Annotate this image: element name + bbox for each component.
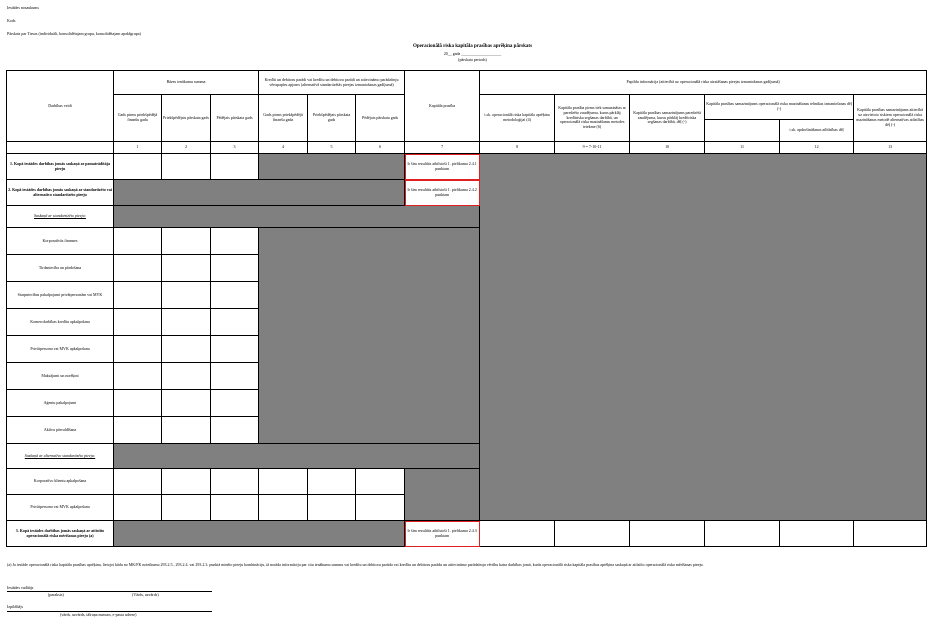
row-label-advanced: 3. Kopā iestādes darbības jomās saskaņā ar attīstīto operacionālā riska mērīšanas pieeju (a) [7, 521, 114, 547]
col-num: 3 [211, 142, 259, 154]
row-label-basic: 1. Kopā iestādes darbības jomās saskaņā ar pamatrādītāja pieeju [7, 154, 114, 180]
business-line-label: Starpniecības pakalpojumi privātpersonām vai MVK [7, 282, 114, 309]
col-capital-header: Kapitāla prasība [405, 71, 480, 142]
institution-name-label: Iestādes nosaukums [7, 5, 39, 10]
input-cell[interactable] [211, 255, 259, 282]
input-cell[interactable] [162, 309, 211, 336]
name-caption: (Vārds, uzvārds) [132, 592, 159, 597]
report-scope-label: Pārskats par Tiesas (individuāli, konsolidētajam grupu, konsolidētajam apakšgrupa) [7, 31, 141, 36]
col-memo-12-header: t.sk. apdrošināšanas atlīdzības dēļ [780, 120, 854, 142]
group-memo-header: Papildu informācija (attiecībā uz operacionālā riska aizstāšanas pieejas izmantošanas gadījumā) [480, 71, 927, 95]
col-num: 13 [854, 142, 927, 154]
col-memo-11-sub-blank [705, 120, 780, 142]
disabled-cell [114, 206, 480, 228]
col-num: 2 [162, 142, 211, 154]
input-cell[interactable] [162, 255, 211, 282]
disabled-cell [259, 228, 480, 444]
col-activity-header: Darbības veidi [7, 71, 114, 142]
col-num: 5 [308, 142, 356, 154]
business-line-label: Maksājumi un norēķini [7, 363, 114, 390]
input-cell[interactable] [854, 521, 927, 547]
input-cell[interactable] [162, 363, 211, 390]
col-num: 9 = 7-10-11 [555, 142, 630, 154]
input-cell[interactable] [211, 495, 259, 521]
input-cell[interactable] [162, 228, 211, 255]
input-cell[interactable] [259, 495, 308, 521]
input-cell[interactable] [114, 495, 162, 521]
capital-cell-standardised[interactable]: Ir šim rezultāts atbilstoši 1. pielikuma 2.4.2 punktam [405, 180, 480, 206]
business-line-label: Privātpersonu vai MVK apkalpošana [7, 336, 114, 363]
business-line-label: Privātpersonu vai MVK apkalpošana [7, 495, 114, 521]
table-row [7, 154, 927, 180]
col-num: 11 [705, 142, 780, 154]
input-cell[interactable] [114, 336, 162, 363]
col-loans-year2-header: Priekšpēdējais pārskata gads [308, 95, 356, 142]
input-cell[interactable] [162, 282, 211, 309]
institution-code-label: Kods [7, 18, 16, 23]
table-row [7, 521, 927, 547]
input-cell[interactable] [211, 417, 259, 444]
capital-cell-advanced[interactable]: Ir šim rezultāts atbilstoši 1. pielikuma 2.4.3 punktam [405, 521, 480, 547]
col-num: 12 [780, 142, 854, 154]
col-memo-13-header: Kapitāla prasības samazinājums attiecībā uz aizvietoto riskiem operacionālā riska mazināšanas metodē alternatīvas attīstības dēļ (-) [854, 95, 927, 142]
input-cell[interactable] [480, 521, 555, 547]
group-loans-header: Kredīti un debitoru parādi vai kredītu un debitoru parādi un attiecināmo parādzīmju vērtspapīru apjoms (alternatīvā standartizētās pieejas izmantošanas gadījumā) [259, 71, 405, 95]
col-num: 8 [480, 142, 555, 154]
input-cell[interactable] [211, 390, 259, 417]
input-cell[interactable] [114, 363, 162, 390]
input-cell[interactable] [162, 495, 211, 521]
col-year1-header: Pēdējais pārskata gads [211, 95, 259, 142]
subheader-alternative: Saskaņā ar alternatīvo standartizēto pieeju: [7, 444, 114, 469]
col-num: 10 [630, 142, 705, 154]
input-cell[interactable] [211, 469, 259, 495]
business-line-label: Komercdarbības kredītu apkalpošana [7, 309, 114, 336]
col-loans-year3-header: Gads pirms priekšpēdējā finanšu gada [259, 95, 308, 142]
footnote: (a) Ja iestāde operacionālā riska kapitāla prasības aprēķina, lietojot kādu no MK/FK noteikumu 293.2.5., 293.2.4. vai 293.2.3. punktā minēto pieeju kombināciju, tā norāda informāciju par citu ienākumu summu vai kredītu un debitoru parādu vai kredītu un debitoru parādu un attiecināmo parādzīmju vērtību katra darbības jomā, kurās operacionālā riska kapitāla prasības aprēķina saskaņā ar attīstīto operacionālā riska mērīšanas pieeju. [7, 562, 704, 567]
input-cell[interactable] [114, 255, 162, 282]
signature-line [7, 591, 212, 592]
col-num: 7 [405, 142, 480, 154]
input-cell[interactable] [114, 228, 162, 255]
opr-risk-table [6, 70, 927, 547]
column-numbers-row [7, 142, 927, 154]
col-year2-header: Priekšpēdējais pārskata gads [162, 95, 211, 142]
subheader-standardised: Saskaņā ar standartizēto pieeju: [7, 206, 114, 228]
col-num: 1 [114, 142, 162, 154]
report-period-caption: (pārskata periods) [458, 57, 487, 62]
input-cell[interactable] [162, 154, 211, 180]
input-cell[interactable] [114, 417, 162, 444]
input-cell[interactable] [114, 154, 162, 180]
input-cell[interactable] [211, 282, 259, 309]
input-cell[interactable] [780, 521, 854, 547]
input-cell[interactable] [356, 495, 405, 521]
input-cell[interactable] [114, 309, 162, 336]
head-signature-label: Iestādes vadītājs [7, 585, 34, 590]
report-date-line: 20__ gada ____________________ [443, 51, 502, 56]
group-income-header: Bāzes ienākumu summa [114, 71, 259, 95]
col-year3-header: Gads pirms priekšpēdējā finanšu gada [114, 95, 162, 142]
business-line-label: Aktīvu pārvaldīšana [7, 417, 114, 444]
disabled-cell [114, 180, 405, 206]
col-num: 6 [356, 142, 405, 154]
input-cell[interactable] [555, 521, 630, 547]
input-cell[interactable] [211, 228, 259, 255]
input-cell[interactable] [162, 417, 211, 444]
input-cell[interactable] [114, 282, 162, 309]
business-line-label: Korporatīvās finanses [7, 228, 114, 255]
col-num: 4 [259, 142, 308, 154]
business-line-label: Aģentu pakalpojumi [7, 390, 114, 417]
col-memo-11-header: Kapitāla prasības samazinājums operacionālā riska mazināšanas tehnikas izmantošanas dēļ (-) [705, 95, 854, 120]
input-cell[interactable] [162, 390, 211, 417]
input-cell[interactable] [259, 469, 308, 495]
input-cell[interactable] [308, 469, 356, 495]
input-cell[interactable] [211, 363, 259, 390]
business-line-label: Korporatīvo klientu apkalpošana [7, 469, 114, 495]
input-cell[interactable] [630, 521, 705, 547]
capital-cell-basic[interactable]: Ir šim rezultāts atbilstoši 1. pielikuma 2.4.1 punktam [405, 154, 480, 180]
input-cell[interactable] [211, 154, 259, 180]
input-cell[interactable] [162, 336, 211, 363]
disabled-cell [259, 154, 405, 180]
disabled-cell [114, 521, 405, 547]
disabled-cell [405, 469, 480, 521]
input-cell[interactable] [356, 469, 405, 495]
business-line-label: Tirdzniecība un pārdošana [7, 255, 114, 282]
col-loans-year1-header: Pēdējais pārskata gads [356, 95, 405, 142]
row-label-standardised: 2. Kopā iestādes darbības jomās saskaņā ar standartizēto vai alternatīvo standartizēto pieeju [7, 180, 114, 206]
signature-caption: (paraksts) [48, 592, 64, 597]
disabled-block [480, 154, 927, 521]
input-cell[interactable] [114, 390, 162, 417]
disabled-cell [114, 444, 480, 469]
col-memo-10-header: Kapitāla prasības samazinājums paredzētā zaudējuma, kurus pārklāj kredītriska segšanas darbībā, dēļ (-) [630, 95, 705, 142]
col-memo-8-header: t.sk. operacionālā riska kapitāla aprēķina metodoloģijai (4) [480, 95, 555, 142]
input-cell[interactable] [308, 495, 356, 521]
input-cell[interactable] [211, 309, 259, 336]
input-cell[interactable] [211, 336, 259, 363]
input-cell[interactable] [162, 469, 211, 495]
col-memo-9-header: Kapitāla prasība pirms tiek samazinātas ar paredzēto zaudējumu, kurus pārklāj kredītriska segšanas darbībā, un operacionālā riska mazināšanas metodes ietekme (6) [555, 95, 630, 142]
executor-label: Izpildītājs [7, 604, 23, 609]
col-num-blank [7, 142, 114, 154]
report-title: Operacionālā riska kapitāla prasības aprēķina pārskats [412, 44, 533, 49]
input-cell[interactable] [705, 521, 780, 547]
input-cell[interactable] [114, 469, 162, 495]
executor-caption: (vārds, uzvārds, tālruņa numurs, e-pasta adrese) [60, 612, 137, 617]
